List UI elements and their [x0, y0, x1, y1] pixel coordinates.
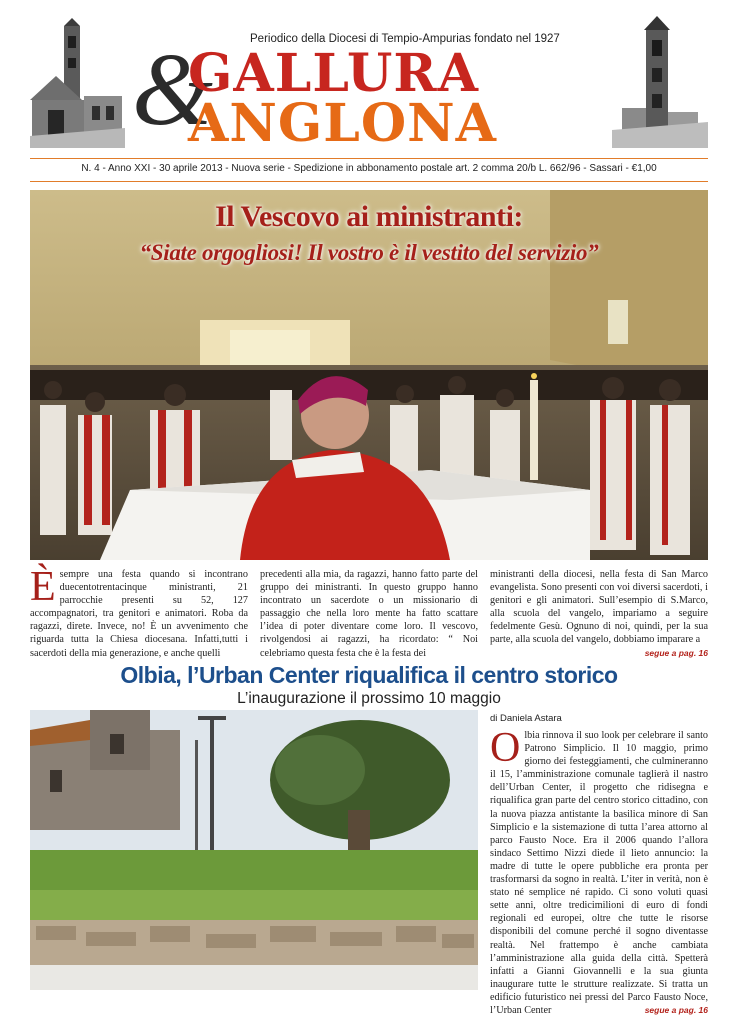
second-dropcap: O: [490, 725, 521, 771]
second-subheadline: L’inaugurazione il prossimo 10 maggio: [237, 690, 501, 707]
masthead-tagline: Periodico della Diocesi di Tempio-Ampurias fondato nel 1927: [250, 33, 560, 45]
masthead-title-anglona: ANGLONA: [188, 93, 498, 154]
masthead-ampersand: &: [132, 32, 213, 147]
lead-column-1: [30, 564, 248, 660]
lead-continued-link[interactable]: segue a pag. 16: [644, 647, 708, 658]
lead-column-2: [260, 568, 478, 660]
urban-center-photo: [30, 710, 478, 990]
lead-headline: Il Vescovo ai ministranti:: [215, 200, 523, 233]
masthead-title-gallura: GALLURA: [188, 43, 479, 104]
lead-subheadline: “Siate orgogliosi! Il vostro è il vestito del servizio”: [139, 240, 599, 265]
second-headline: Olbia, l’Urban Center riqualifica il centro storico: [120, 662, 618, 688]
lead-dropcap: È: [30, 564, 56, 610]
basilica-garden-image: [30, 710, 478, 990]
bell-tower-right-illustration: [612, 16, 708, 148]
second-continued-link[interactable]: segue a pag. 16: [644, 1004, 708, 1015]
second-column: [490, 725, 708, 1017]
lead-column-3-text: ministranti della diocesi, nella festa di San Marco evangelista. Sono presenti con voi diversi sacerdoti, i genitori e gli animatori. Sull’esempio di S.Marco, alla scuola del vangelo, impariamo a seguire fedelmente Gesù. Ognuno di noi, quindi, per la sua parte, alla scuola del vangelo, dobbiamo imparare a: [490, 569, 708, 646]
lead-column-2-text: precedenti alla mia, da ragazzi, hanno fatto parte del gruppo dei ministranti. In questo gruppo hanno incontrato un sacerdote o un missionario di passaggio che nella loro mente ha fatto scattare l’idea di poter diventare come loro. Il vescovo, rivolgendosi ai ragazzi, ha ricordato: “ Noi celebriamo questa festa che è la festa dei: [260, 569, 478, 659]
masthead-rule-bottom: [30, 181, 708, 182]
lead-column-1-text: sempre una festa quando si incontrano duecentotrentacinque ministranti, 21 parrocchie presenti su 52, 127 accompagnatori, tra genitori e animatori. Roba da ragazzi, direte. Invece, no! È un avvenimento che riguarda tutta la Chiesa diocesana. Infatti,tutti i sacerdoti della mia generazione, e anche quelli: [30, 569, 248, 659]
hero-photo: [30, 190, 708, 560]
church-left-illustration: [30, 18, 125, 148]
issue-info: N. 4 - Anno XXI - 30 aprile 2013 - Nuova serie - Spedizione in abbonamento postale art. 2 comma 20/b L. 662/96 - Sassari - €1,00: [81, 163, 657, 174]
second-byline: di Daniela Astara: [490, 713, 562, 724]
lead-column-3: [490, 568, 708, 660]
masthead-rule-top: [30, 158, 708, 159]
second-column-text: lbia rinnova il suo look per celebrare il santo Patrono Simplicio. Il 10 maggio, primo giorno dei festeggiamenti, che culmineranno il 15, l’amministrazione comunale taglierà il nastro dell’Urban Center, il progetto che ridisegna e riqualifica gran parte del centro storico cittadino, con la nuova piazza antistante la basilica minore di San Simplicio e la sistemazione di tutta l’area attorno al parco Fausto Noce. Era il 2006 quando l’allora sindaco Settimo Nizzi diede il lieto annuncio: la madre di tutte le opere pubbliche era pronta per trasformarsi da sogno in realtà. L’iter in verità, non è stato né semplice né rapido. Ci sono voluti quasi sette anni, oltre tredicimilioni di euro di fondi regionali ed europei, oltre che tutte le risorse disponibili del comune perché il sogno diventasse realtà. Nel frattempo è anche cambiata l’amministrazione alla guida della città. Spetterà infatti a Gianni Giovannelli e la sua giunta inaugurare tutte le strutture realizzate. Si tratta un edificio futuristico nei pressi del Parco Fausto Noce, l’Urban Center: [490, 730, 708, 1016]
